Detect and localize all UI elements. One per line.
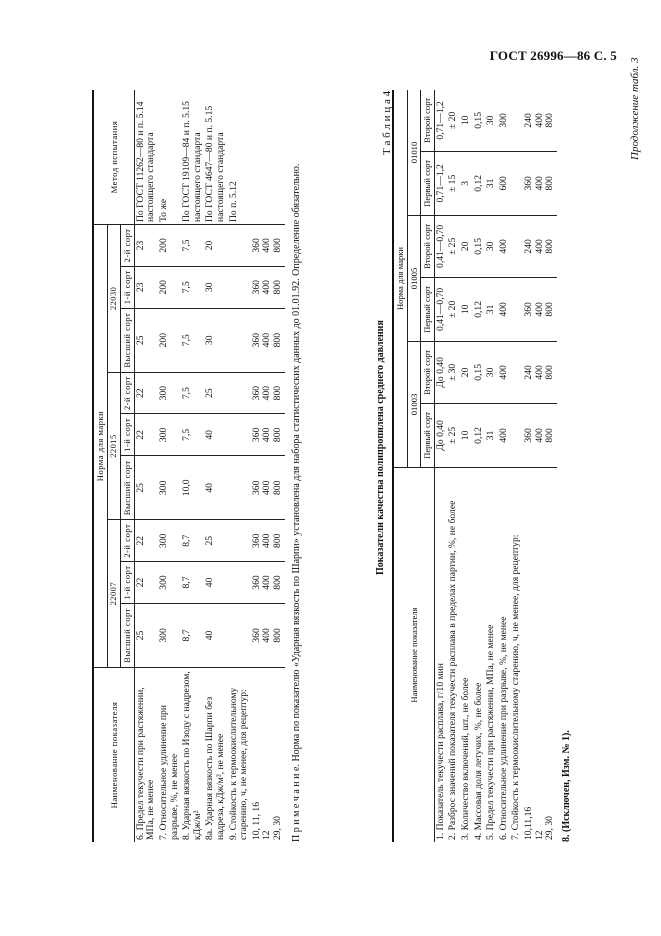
row-value — [510, 90, 523, 151]
row-name: 5. Предел текучести при растяжении, МПа, не менее — [485, 624, 497, 840]
row-value: 23 — [134, 225, 158, 267]
t3-sub: Высший сорт — [121, 456, 135, 520]
table-row — [473, 90, 486, 842]
row-value: 300 — [158, 562, 181, 604]
recipe-name: 29, 30 — [271, 816, 283, 840]
t3-sub: 2-й сорт — [121, 225, 135, 267]
row-value: 400 — [498, 277, 511, 341]
row-value — [228, 225, 251, 267]
recipe-values: 360 400 800 — [251, 225, 285, 267]
recipe-name: 10,11,16 — [522, 806, 534, 840]
row-value: 22 — [134, 520, 158, 562]
row-value: 7,5 — [181, 372, 204, 414]
table-row — [228, 90, 251, 842]
recipe-name: 12 — [533, 830, 545, 840]
row-value — [228, 308, 251, 372]
row-value: До 0,40 — [434, 403, 447, 467]
t3-sub: 1-й сорт — [121, 414, 135, 456]
row-name: 6. Предел текучести при растяжении, МПа, не менее — [134, 687, 157, 840]
row-value: 25 — [204, 372, 227, 414]
row-value: 10 — [460, 90, 473, 151]
table-4 — [392, 90, 572, 842]
t3-sub: 1-й сорт — [121, 562, 135, 604]
t3-sub: Высший сорт — [121, 308, 135, 372]
row-value — [228, 414, 251, 456]
row-value: 40 — [204, 456, 227, 520]
row-value: 200 — [158, 225, 181, 267]
row-value: 200 — [158, 266, 181, 308]
row-value: 23 — [134, 266, 158, 308]
row-value — [510, 403, 523, 467]
table-4-grid — [392, 90, 557, 842]
recipe-name: 10, 11, 16 — [250, 801, 262, 840]
row-value: 0,15 — [473, 215, 486, 277]
table-row — [498, 90, 511, 842]
table-3 — [92, 90, 302, 842]
row-value: 20 — [204, 225, 227, 267]
t3-grade-3: 22030 — [107, 225, 121, 373]
recipe-method-empty — [251, 90, 285, 225]
row-value: 20 — [460, 215, 473, 277]
t3-grade-1: 22007 — [107, 520, 121, 668]
recipe-name: 29, 30 — [544, 816, 556, 840]
row-value: ± 30 — [447, 341, 460, 403]
t3-col-name: Наименование показателя — [93, 668, 134, 843]
row-value: 10 — [460, 403, 473, 467]
row-value: 400 — [498, 341, 511, 403]
table-4-title: Показатели качества полипропилена среднего давления — [375, 320, 386, 575]
row-value: 25 — [134, 308, 158, 372]
t3-grade-2: 22015 — [107, 372, 121, 520]
recipe-values: 240 400 800 — [523, 341, 557, 403]
recipe-values: 240 400 800 — [523, 215, 557, 277]
row-value: 40 — [204, 414, 227, 456]
row-value: 10,0 — [181, 456, 204, 520]
row-value: До 0,40 — [434, 341, 447, 403]
t3-col-method: Метод испытания — [93, 90, 134, 225]
recipe-values: 360 400 800 — [251, 520, 285, 562]
t4-sub: Первый сорт — [421, 151, 435, 215]
t4-sub: Первый сорт — [421, 403, 435, 467]
table-row — [510, 90, 523, 842]
continuation-label: Продолжение табл. 3 — [629, 57, 641, 160]
row-value: 7,5 — [181, 225, 204, 267]
row-value: 300 — [158, 520, 181, 562]
row-value: 0,41—0,70 — [434, 277, 447, 341]
row-value: 31 — [485, 151, 498, 215]
row-value: 8,7 — [181, 603, 204, 667]
table-row — [204, 90, 227, 842]
t4-col-norm: Норма для марки — [393, 90, 407, 468]
t4-sub: Первый сорт — [421, 277, 435, 341]
recipe-values: 360 400 800 — [251, 372, 285, 414]
row-value: 300 — [158, 372, 181, 414]
row-value: 30 — [485, 215, 498, 277]
row-value: 7,5 — [181, 266, 204, 308]
row-value — [228, 456, 251, 520]
recipe-values: 360 400 800 — [523, 277, 557, 341]
table-4-label: Т а б л и ц а 4 — [381, 90, 393, 155]
row-name: 7. Относительное удлинение при разрыве, %, не менее — [157, 705, 180, 840]
row-value: 300 — [158, 414, 181, 456]
recipe-values: 360 400 800 — [251, 308, 285, 372]
row-value: ± 20 — [447, 90, 460, 151]
row-value: 0,12 — [473, 151, 486, 215]
t4-grade-1: 01003 — [407, 341, 421, 467]
row-value: 40 — [204, 603, 227, 667]
row-value — [510, 277, 523, 341]
recipe-values: 360 400 800 — [251, 456, 285, 520]
row-value: 300 — [498, 90, 511, 151]
row-value: 400 — [498, 215, 511, 277]
row-name: 2. Разброс значений показателя текучести расплава в пределах партии, %, не более — [447, 500, 459, 840]
recipe-values: 360 400 800 — [251, 603, 285, 667]
row-name: 8а. Ударная вязкость по Шарпи без надреза, кДж/м², не менее — [204, 696, 226, 840]
row-name: 9. Стойкость к термоокислительному старению, ч, не менее, для рецептур: — [227, 687, 250, 840]
t4-grade-3: 01010 — [407, 90, 421, 215]
row-value — [228, 603, 251, 667]
recipe-values: 360 400 800 — [251, 266, 285, 308]
row-value: ± 20 — [447, 277, 460, 341]
t3-sub: 1-й сорт — [121, 266, 135, 308]
row-method: То же — [158, 90, 181, 225]
row-value: 22 — [134, 562, 158, 604]
row-value: 30 — [485, 341, 498, 403]
table-row — [485, 90, 498, 842]
recipe-row — [251, 90, 285, 842]
row-name: 4. Массовая доля летучих, %, не более — [472, 682, 484, 840]
row-value — [228, 562, 251, 604]
table-row — [434, 90, 447, 842]
row-value: 0,12 — [473, 277, 486, 341]
row-value: 200 — [158, 308, 181, 372]
row-value: 400 — [498, 403, 511, 467]
table-row — [460, 90, 473, 842]
row-value: 22 — [134, 414, 158, 456]
row-method: По п. 5.12 — [228, 90, 251, 225]
t3-sub: Высший сорт — [121, 603, 135, 667]
row-value — [228, 520, 251, 562]
row-value: 10 — [460, 277, 473, 341]
table-row — [158, 90, 181, 842]
row-value: 0,15 — [473, 90, 486, 151]
page-header: ГОСТ 26996—86 С. 5 — [489, 48, 617, 63]
row-value — [228, 266, 251, 308]
row-value: 25 — [134, 603, 158, 667]
row-name: 8. Ударная вязкость по Изоду с надрезом, кДж/м² — [181, 671, 203, 840]
row-value: 0,12 — [473, 403, 486, 467]
t4-sub: Второй сорт — [421, 90, 435, 151]
row-value — [228, 372, 251, 414]
table-row — [134, 90, 158, 842]
row-value — [510, 215, 523, 277]
row-value: 25 — [134, 456, 158, 520]
t4-sub: Второй сорт — [421, 341, 435, 403]
row-value: ± 25 — [447, 215, 460, 277]
recipe-list — [251, 668, 285, 843]
row-value: 30 — [485, 90, 498, 151]
row-value: 600 — [498, 151, 511, 215]
row-value: 0,41—0,70 — [434, 215, 447, 277]
row-name: 6. Относительное удлинение при разрыве, %, не менее — [497, 616, 509, 840]
t4-body — [434, 90, 556, 842]
row-value: 8,7 — [181, 562, 204, 604]
row-value: 31 — [485, 403, 498, 467]
row-value: 0,15 — [473, 341, 486, 403]
row-name: 3. Количество включений, шт., не более — [459, 677, 471, 840]
row-value: 40 — [204, 562, 227, 604]
row-value: 8,7 — [181, 520, 204, 562]
recipe-name: 12 — [261, 830, 273, 840]
row-value: 0,71—1,2 — [434, 90, 447, 151]
t3-body — [134, 90, 284, 842]
row-value — [510, 341, 523, 403]
t4-row8: 8. (Исключен, Изм. № 1). — [560, 730, 572, 842]
table-row — [181, 90, 204, 842]
row-value: 20 — [460, 341, 473, 403]
row-value: 31 — [485, 277, 498, 341]
row-value: 300 — [158, 456, 181, 520]
t4-grade-2: 01005 — [407, 215, 421, 341]
row-name: 1. Показатель текучести расплава, г/10 мин — [434, 663, 446, 840]
recipe-list — [523, 468, 557, 843]
t4-col-name: Наименование показателя — [393, 468, 434, 843]
recipe-values: 360 400 800 — [251, 414, 285, 456]
t4-sub: Второй сорт — [421, 215, 435, 277]
row-value: 30 — [204, 266, 227, 308]
table-3-grid — [92, 90, 285, 842]
recipe-values: 360 400 800 — [251, 562, 285, 604]
row-value: 22 — [134, 372, 158, 414]
row-value: 3 — [460, 151, 473, 215]
t3-col-norm: Норма для марки — [93, 225, 107, 668]
row-value: ± 25 — [447, 403, 460, 467]
row-value: 7,5 — [181, 414, 204, 456]
row-value: 25 — [204, 520, 227, 562]
recipe-values: 240 400 800 — [523, 90, 557, 151]
row-value: 300 — [158, 603, 181, 667]
row-method: По ГОСТ 4647—80 и п. 5.15 настоящего стандарта — [204, 90, 227, 225]
row-value — [510, 151, 523, 215]
table-row — [447, 90, 460, 842]
t3-sub: 2-й сорт — [121, 520, 135, 562]
recipe-row — [523, 90, 557, 842]
t3-sub: 2-й сорт — [121, 372, 135, 414]
row-method: По ГОСТ 19109—84 и п. 5.15 настоящего стандарта — [181, 90, 204, 225]
row-value: 30 — [204, 308, 227, 372]
row-value: 0,71—1,2 — [434, 151, 447, 215]
row-method: По ГОСТ 11262—80 и п. 5.14 настоящего стандарта — [134, 90, 158, 225]
row-value: 7,5 — [181, 308, 204, 372]
row-name: 7. Стойкость к термоокислительному старению, ч, не менее, для рецептур: — [510, 534, 522, 840]
recipe-values: 360 400 800 — [523, 151, 557, 215]
t3-note: П р и м е ч а н и е. Норма по показателю «Ударная вязкость по Шарпи» установлена для набора статистических данных до 01.01.92. Определение обязательно. — [290, 163, 302, 842]
recipe-values: 360 400 800 — [523, 403, 557, 467]
row-value: ± 15 — [447, 151, 460, 215]
